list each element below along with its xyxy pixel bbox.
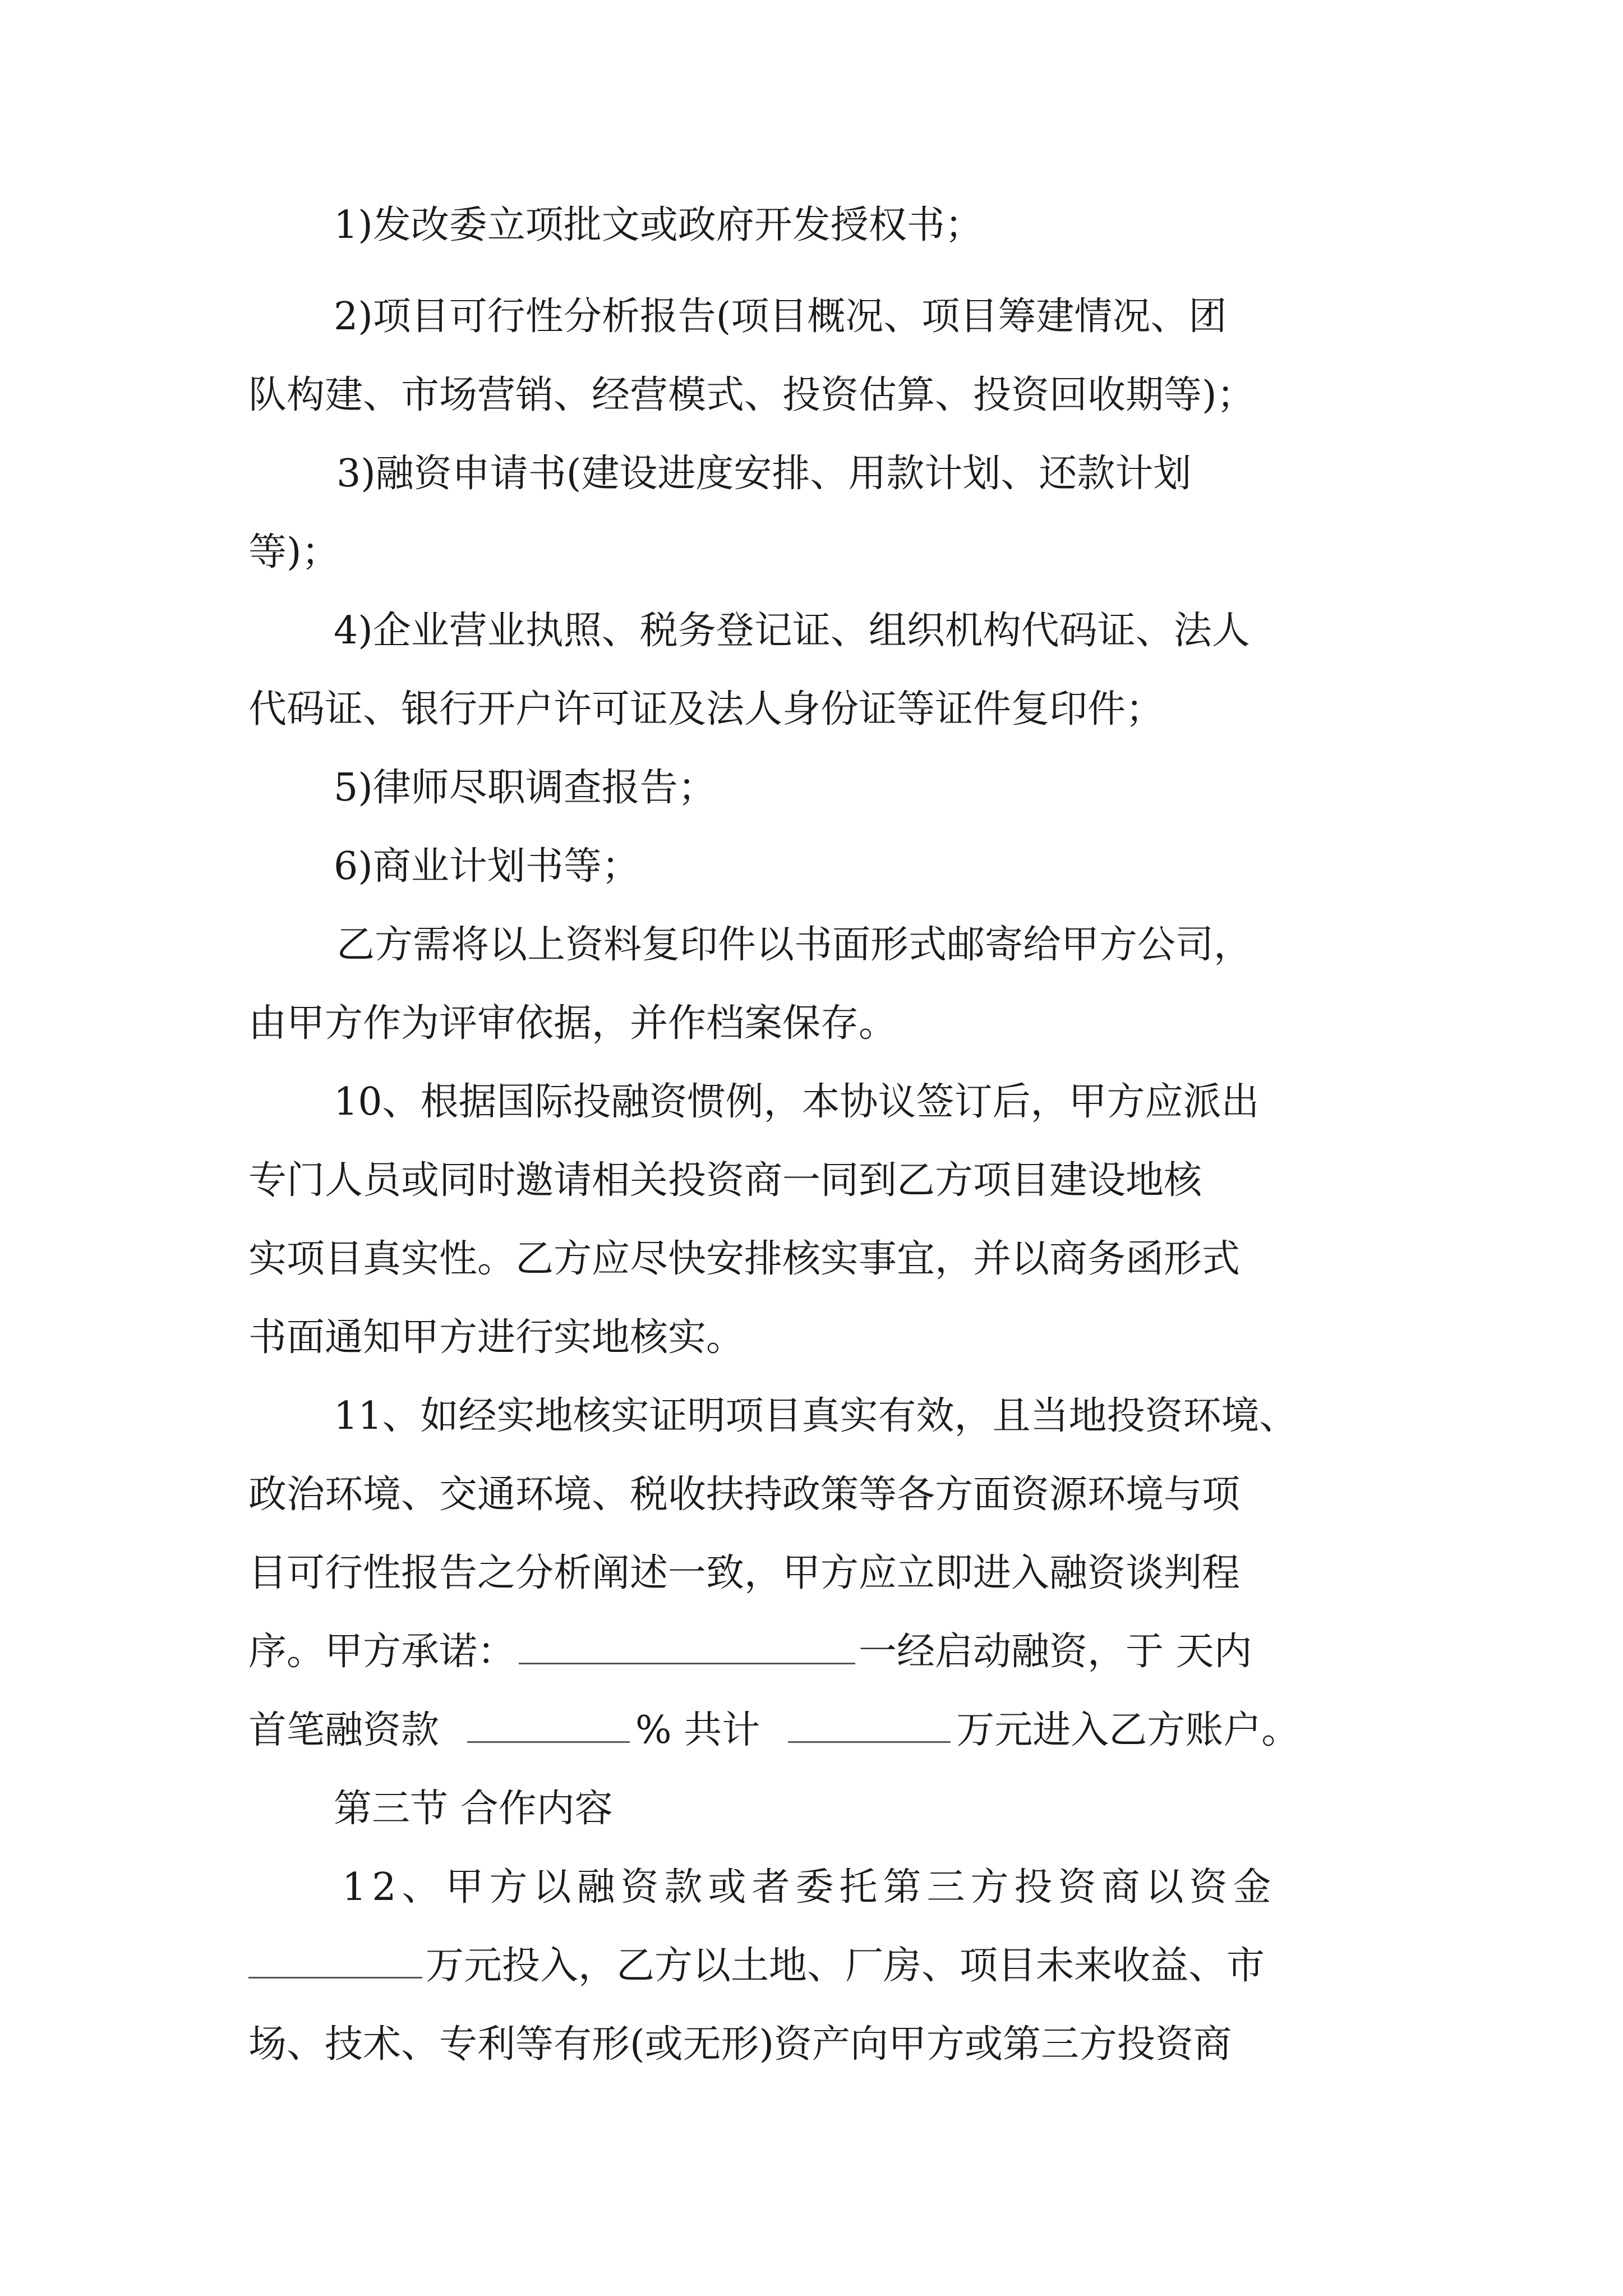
clause-11-line-3: 目可行性报告之分析阐述一致，甲方应立即进入融资谈判程 [248,1551,1241,1595]
clause-12-line-2-text: 万元投入，乙方以土地、厂房、项目未来收益、市 [426,1944,1265,1988]
item-2-line-2: 队构建、市场营销、经营模式、投资估算、投资回收期等)； [248,373,1255,417]
paragraph-mailing-line-2: 由甲方作为评审依据，并作档案保存。 [248,1001,897,1046]
paragraph-mailing-line-1: 乙方需将以上资料复印件以书面形式邮寄给甲方公司， [336,923,1252,967]
clause-10-line-4: 书面通知甲方进行实地核实。 [248,1315,745,1360]
item-4-line-1: 4)企业营业执照、税务登记证、组织机构代码证、法人 [334,609,1250,653]
investment-amount-blank [248,1944,422,1978]
first-payment-mid: % 共计 [635,1708,760,1752]
item-5: 5)律师尽职调查报告； [334,766,716,810]
clause-12-line-2 [248,1941,1265,1991]
clause-11-line-5 [248,1705,1299,1756]
commitment-suffix: 一经启动融资，于 天内 [859,1630,1252,1674]
first-payment-suffix: 万元进入乙方账户。 [956,1708,1300,1752]
clause-11-line-4 [248,1627,1252,1677]
item-1: 1)发改委立项批文或政府开发授权书； [334,203,983,247]
clause-10-line-2: 专门人员或同时邀请相关投资商一同到乙方项目建设地核 [248,1158,1202,1203]
commitment-blank [519,1630,855,1664]
clause-12-line-3: 场、技术、专利等有形(或无形)资产向甲方或第三方投资商 [248,2022,1232,2067]
item-3-line-1: 3)融资申请书(建设进度安排、用款计划、还款计划 [336,452,1192,496]
commitment-prefix: 序。甲方承诺： [248,1630,516,1674]
clause-11-line-2: 政治环境、交通环境、税收扶持政策等各方面资源环境与项 [248,1473,1241,1517]
percentage-blank [467,1709,630,1743]
clause-10-line-1: 10、根据国际投融资惯例，本协议签订后，甲方应派出 [334,1080,1260,1124]
clause-11-line-1: 11、如经实地核实证明项目真实有效，且当地投资环境、 [334,1394,1298,1438]
section-heading: 第三节 合作内容 [334,1787,613,1831]
clause-12-line-1: 12、甲方以融资款或者委托第三方投资商以资金 [342,1865,1277,1910]
first-payment-prefix: 首笔融资款 [248,1708,440,1752]
item-3-line-2: 等)； [248,530,340,574]
item-4-line-2: 代码证、银行开户许可证及法人身份证等证件复印件； [248,687,1164,731]
item-2-line-1: 2)项目可行性分析报告(项目概况、项目筹建情况、团 [334,295,1227,339]
clause-10-line-3: 实项目真实性。乙方应尽快安排核实事宜，并以商务函形式 [248,1237,1241,1281]
item-6: 6)商业计划书等； [334,844,640,889]
amount-blank [788,1709,951,1743]
